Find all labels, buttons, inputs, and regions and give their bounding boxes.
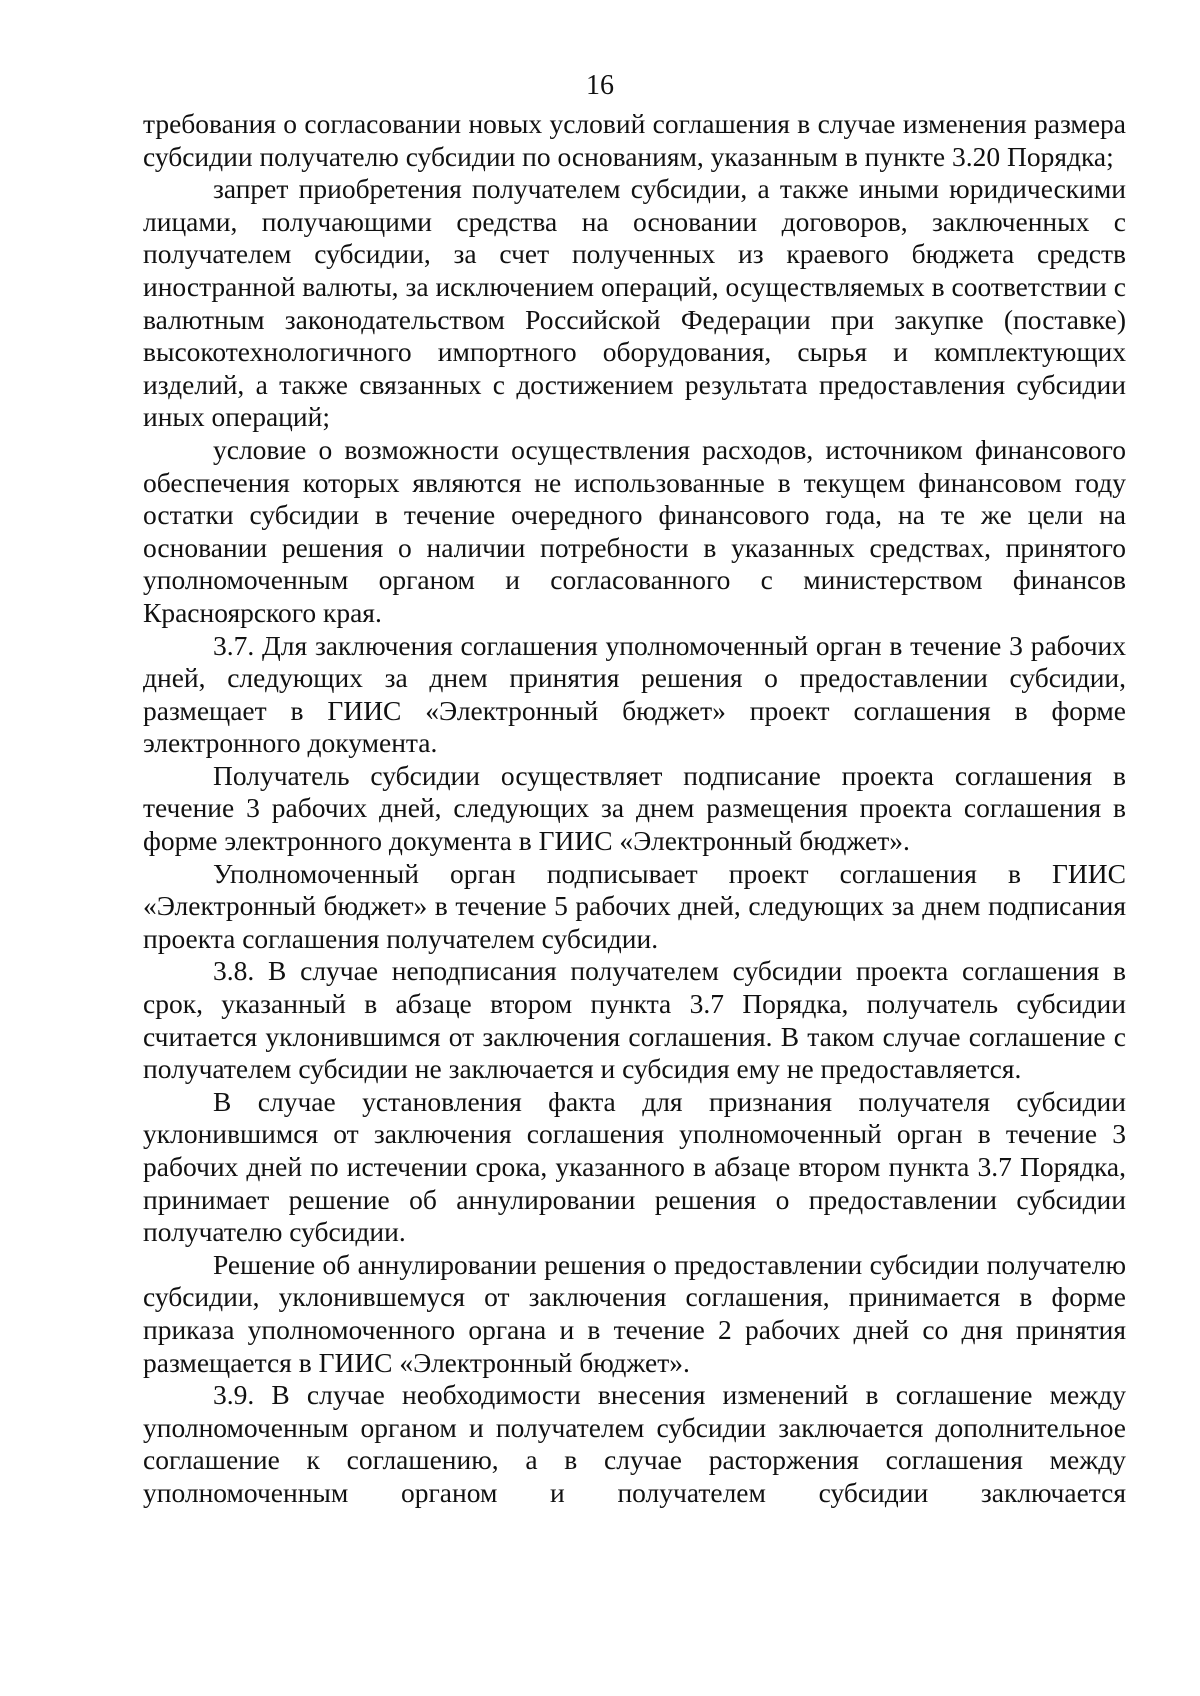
- paragraph-evasion-decision: В случае установления факта для признания получателя субсидии уклонившимся от заключения соглашения уполномоченный орган в течение 3 рабочих дней по истечении срока, указанного в абзаце втором пункта 3.7 Порядка, принимает решение об аннулировании решения о предоставлении субсидии получателю субсидии.: [143, 1085, 1126, 1248]
- paragraph-clause-3-8: 3.8. В случае неподписания получателем субсидии проекта соглашения в срок, указанный в абзаце втором пункта 3.7 Порядка, получатель субсидии считается уклонившимся от заключения соглашения. В таком случае соглашение с получателем субсидии не заключается и субсидия ему не предоставляется.: [143, 955, 1126, 1085]
- paragraph-annulment-order: Решение об аннулировании решения о предоставлении субсидии получателю субсидии, уклонившемуся от заключения соглашения, принимается в форме приказа уполномоченного органа и в течение 2 рабочих дней со дня принятия размещается в ГИИС «Электронный бюджет».: [143, 1248, 1126, 1378]
- paragraph-foreign-currency-ban: запрет приобретения получателем субсидии, а также иными юридическими лицами, получающими средства на основании договоров, заключенных с получателем субсидии, за счет полученных из краевого бюджета средств иностранной валюты, за исключением операций, осуществляемых в соответствии с валютным законодательством Российской Федерации при закупке (поставке) высокотехнологичного импортного оборудования, сырья и комплектующих изделий, а также связанных с достижением результата предоставления субсидии иных операций;: [143, 173, 1126, 433]
- paragraph-clause-3-7: 3.7. Для заключения соглашения уполномоченный орган в течение 3 рабочих дней, следующих за днем принятия решения о предоставлении субсидии, размещает в ГИИС «Электронный бюджет» проект соглашения в форме электронного документа.: [143, 629, 1126, 759]
- paragraph-continued-requirement: требования о согласовании новых условий соглашения в случае изменения размера субсидии получателю субсидии по основаниям, указанным в пункте 3.20 Порядка;: [143, 108, 1126, 172]
- paragraph-clause-3-9: 3.9. В случае необходимости внесения изменений в соглашение между уполномоченным органом и получателем субсидии заключается дополнительное соглашение к соглашению, а в случае расторжения соглашения между уполномоченным органом и получателем субсидии заключается: [143, 1379, 1126, 1508]
- document-body: [143, 108, 1126, 1510]
- page-number: 16: [586, 70, 614, 101]
- paragraph-authority-signing: Уполномоченный орган подписывает проект соглашения в ГИИС «Электронный бюджет» в течение 5 рабочих дней, следующих за днем подписания проекта соглашения получателем субсидии.: [143, 857, 1126, 954]
- paragraph-recipient-signing: Получатель субсидии осуществляет подписание проекта соглашения в течение 3 рабочих дней, следующих за днем размещения проекта соглашения в форме электронного документа в ГИИС «Электронный бюджет».: [143, 759, 1126, 857]
- paragraph-unused-balance-condition: условие о возможности осуществления расходов, источником финансового обеспечения которых являются не использованные в текущем финансовом году остатки субсидии в течение очередного финансового года, на те же цели на основании решения о наличии потребности в указанных средствах, принятого уполномоченным органом и согласованного с министерством финансов Красноярского края.: [143, 433, 1126, 628]
